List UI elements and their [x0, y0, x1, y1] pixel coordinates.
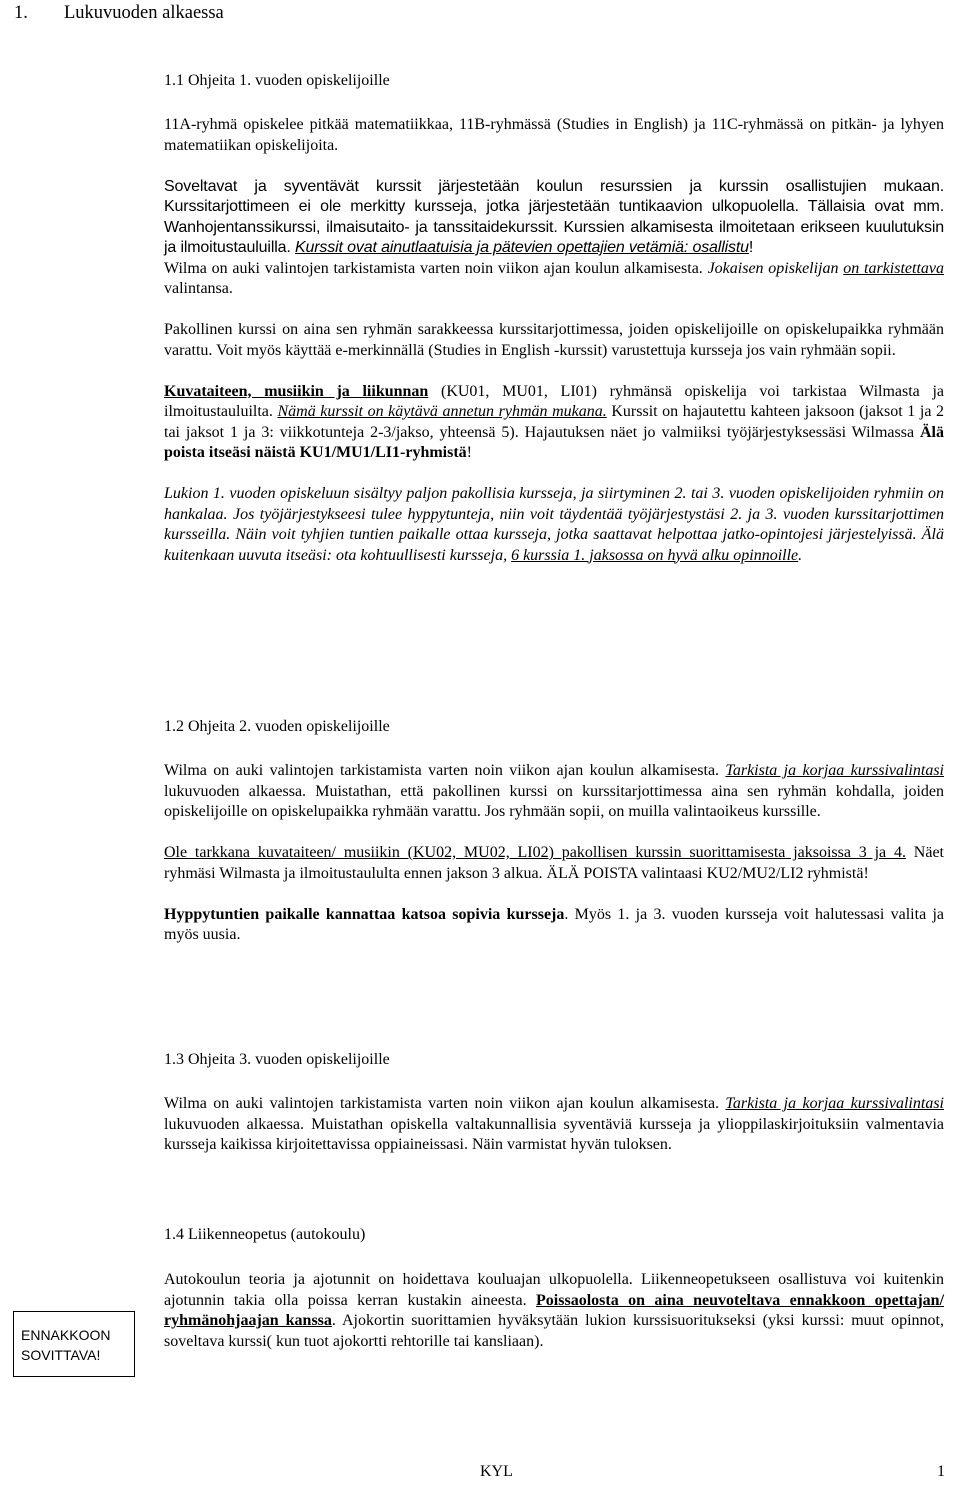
paragraph: Pakollinen kurssi on aina sen ryhmän sarakkeessa kurssitarjottimessa, joiden opiskelijoille on opiskelupaikka ryhmään varattu. Voit myös käyttää e-merkinnällä (Studies in English -kurssit) varustettuja kursseja jos vain ryhmään sopii.	[164, 321, 944, 359]
notice-line: ENNAKKOON	[21, 1327, 111, 1343]
footer-label: KYL	[480, 1463, 513, 1480]
chapter-heading	[14, 2, 224, 24]
paragraph: Hyppytuntien paikalle kannattaa katsoa sopivia kursseja. Myös 1. ja 3. vuoden kursseja voit halutessasi valita ja myös uusia.	[164, 905, 944, 943]
section-1-2-title: 1.2 Ohjeita 2. vuoden opiskelijoille	[164, 718, 390, 735]
paragraph: Wilma on auki valintojen tarkistamista varten noin viikon ajan koulun alkamisesta. Tarkista ja korjaa kurssivalintasi lukuvuoden alkaessa. Muistathan, että pakollinen kurssi on kurssitarjottimessa aina sen ryhmän kohdalla, joiden opiskelijoille on opiskelupaikka ryhmään varattu. Jos ryhmään sopii, on muilla valintaoikeus kurssille.	[164, 762, 944, 820]
paragraph: Wilma on auki valintojen tarkistamista varten noin viikon ajan koulun alkamisesta. Jokaisen opiskelijan on tarkistettava valintansa.	[164, 259, 945, 297]
page-number: 1	[937, 1463, 945, 1480]
paragraph: Lukion 1. vuoden opiskeluun sisältyy paljon pakollisia kursseja, ja siirtyminen 2. tai 3. vuoden opiskelijoiden ryhmiin on hankalaa. Jos työjärjestykseesi tulee hyppytunteja, niin voit täydentää työjärjestystäsi 2. ja 3. vuoden kurssitarjottimen kursseilla. Näin voit tyhjien tuntien paikalle ottaa kursseja, jotka saattavat helpottaa jatko-opintojesi järjestelyissä. Älä kuitenkaan uuvuta itseäsi: ota kohtuullisesti kursseja, 6 kurssia 1. jaksossa on hyvä alku opinnoille.	[164, 485, 944, 564]
section-1-3-body	[164, 1094, 944, 1156]
notice-box	[13, 1311, 135, 1377]
section-1-4-title: 1.4 Liikenneopetus (autokoulu)	[164, 1226, 366, 1243]
section-1-2-body	[164, 761, 944, 946]
chapter-number: 1.	[14, 3, 28, 23]
section-1-3-title: 1.3 Ohjeita 3. vuoden opiskelijoille	[164, 1051, 390, 1068]
paragraph: Wilma on auki valintojen tarkistamista varten noin viikon ajan koulun alkamisesta. Tarkista ja korjaa kurssivalintasi lukuvuoden alkaessa. Muistathan opiskella valtakunnallisia syventäviä kursseja ja ylioppilaskirjoituksiin valmentavia kursseja kaikissa kirjoitettavissa oppiaineissasi. Näin varmistat hyvän tuloksen.	[164, 1095, 944, 1153]
section-1-4-body	[164, 1270, 944, 1352]
paragraph: 11A-ryhmä opiskelee pitkää matematiikkaa, 11B-ryhmässä (Studies in English) ja 11C-ryhmässä on pitkän- ja lyhyen matematiikan opiskelijoita.	[164, 116, 944, 154]
section-1-1-body	[164, 115, 944, 566]
paragraph: Soveltavat ja syventävät kurssit järjestetään koulun resurssien ja kurssin osallistujien mukaan. Kurssitarjottimeen ei ole merkitty kursseja, jotka järjestetään tuntikaavion ulkopuolella. Tällaisia ovat mm. Wanhojentanssikurssi, ilmaisutaito- ja tanssitaidekurssit. Kurssien alkamisesta ilmoitetaan erikseen kuulutuksin ja ilmoitustauluilla. Kurssit ovat ainutlaatuisia ja pätevien opettajien vetämiä: osallistu!	[164, 177, 944, 256]
paragraph: Kuvataiteen, musiikin ja liikunnan (KU01, MU01, LI01) ryhmänsä opiskelija voi tarkistaa Wilmasta ja ilmoitustauluilta. Nämä kurssit on käytävä annetun ryhmän mukana. Kurssit on hajautettu kahteen jaksoon (jaksot 1 ja 2 tai jaksot 1 ja 3: viikkotunteja 2-3/jakso, yhteensä 5). Hajautuksen näet jo valmiiksi työjärjestyksessäsi Wilmassa Älä poista itseäsi näistä KU1/MU1/LI1-ryhmistä!	[164, 382, 945, 461]
section-1-1-title: 1.1 Ohjeita 1. vuoden opiskelijoille	[164, 72, 390, 89]
notice-line: SOVITTAVA!	[21, 1347, 101, 1363]
chapter-title: Lukuvuoden alkaessa	[64, 3, 224, 23]
paragraph: Autokoulun teoria ja ajotunnit on hoidettava kouluajan ulkopuolella. Liikenneopetukseen osallistuva voi kuitenkin ajotunnin takia olla poissa kerran kustakin aineesta. Poissaolosta on aina neuvoteltava ennakkoon opettajan/ ryhmänohjaajan kanssa. Ajokortin suorittamien hyväksytään lukion kurssisuoritukseksi (yksi kurssi: muut opinnot, soveltava kurssi( kun tuot ajokortti rehtorille tai kansliaan).	[164, 1271, 945, 1350]
paragraph: Ole tarkkana kuvataiteen/ musiikin (KU02, MU02, LI02) pakollisen kurssin suorittamisesta jaksoissa 3 ja 4. Näet ryhmäsi Wilmasta ja ilmoitustaululta ennen jakson 3 alkua. ÄLÄ POISTA valintaasi KU2/MU2/LI2 ryhmistä!	[164, 844, 945, 882]
